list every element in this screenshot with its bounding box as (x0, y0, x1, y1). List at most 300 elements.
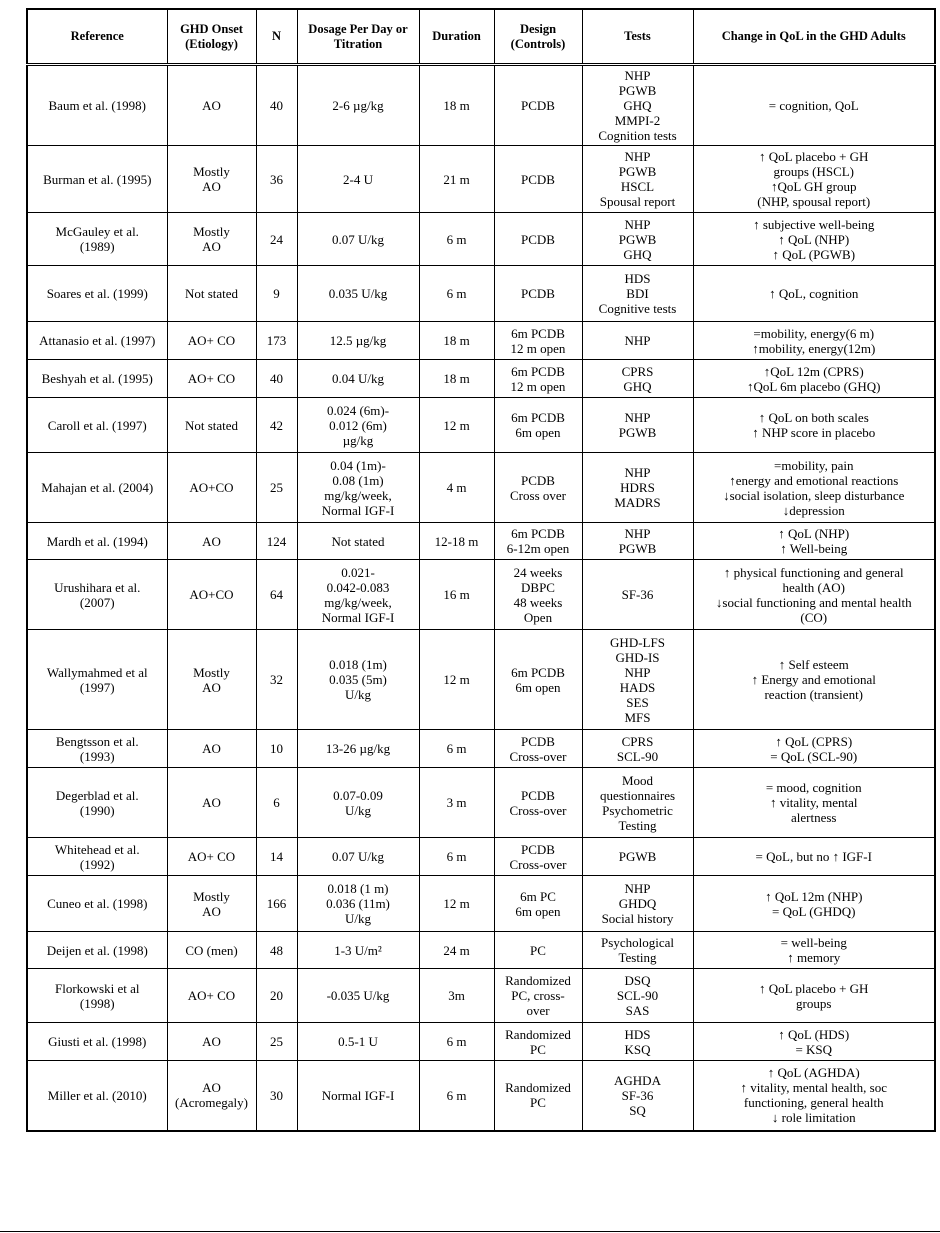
cell-design (494, 1061, 582, 1131)
cell-reference (27, 65, 167, 146)
cell-line: SES (626, 694, 649, 710)
table-header (27, 9, 935, 65)
cell-line: ↑QoL 6m placebo (GHQ) (747, 378, 881, 394)
cell-line: Mardh et al. (1994) (46, 533, 148, 549)
cell-line: Cuneo et al. (1998) (47, 896, 148, 911)
cell-design (494, 266, 582, 322)
cell-line: 0.07-0.09 (333, 787, 383, 803)
cell-line: = KSQ (795, 1041, 833, 1057)
cell-line: questionnaires (599, 787, 676, 803)
cell-line: PCDB (521, 472, 555, 488)
cell-line: 6m PCDB (511, 325, 565, 341)
cell-line: ↑ physical functioning and general (723, 564, 904, 580)
cell-line: 40 (270, 98, 283, 113)
cell-design (494, 146, 582, 213)
cell-n (256, 398, 297, 453)
cell-tests (582, 146, 693, 213)
cell-dosage (297, 453, 419, 523)
cell-design (494, 876, 582, 932)
cell-line: 0.042-0.083 (326, 579, 390, 595)
cell-reference (27, 1023, 167, 1061)
cell-line: Cognitive tests (598, 301, 677, 316)
cell-onset (167, 876, 256, 932)
cell-line: AO (202, 679, 221, 695)
header-dosage (297, 9, 419, 65)
cell-design (494, 969, 582, 1023)
cell-line: (1993) (79, 748, 115, 764)
cell-line: 124 (266, 533, 287, 549)
cell-line: (1990) (79, 802, 115, 818)
cell-line: Not stated (331, 533, 385, 549)
header-line: Dosage Per Day or (308, 21, 408, 36)
cell-line: Mostly (193, 224, 230, 239)
cell-line: Wallymahmed et al (46, 664, 148, 680)
cell-reference (27, 453, 167, 523)
cell-line: Soares et al. (1999) (46, 286, 148, 301)
table-row (27, 838, 935, 876)
cell-qol-change (693, 630, 935, 730)
cell-line: AGHDA (614, 1072, 661, 1088)
cell-onset (167, 1061, 256, 1131)
cell-reference (27, 213, 167, 266)
cell-line: U/kg (345, 911, 371, 926)
cell-line: SF-36 (621, 1087, 654, 1103)
cell-line: 12 m open (510, 378, 566, 394)
cell-line: 166 (266, 896, 287, 911)
cell-line: 21 m (443, 171, 470, 187)
cell-dosage (297, 730, 419, 768)
table-row (27, 969, 935, 1023)
cell-qol-change (693, 730, 935, 768)
cell-reference (27, 876, 167, 932)
cell-line: GHDQ (618, 896, 657, 911)
cell-line: 0.012 (6m) (329, 417, 387, 433)
table-row (27, 1061, 935, 1131)
header-onset (167, 9, 256, 65)
cell-line: Cognition tests (598, 128, 677, 143)
table-row (27, 932, 935, 969)
cell-line: CO (men) (185, 942, 238, 958)
cell-line: PC (530, 1041, 546, 1057)
cell-duration (419, 213, 494, 266)
cell-duration (419, 932, 494, 969)
cell-line: PCDB (521, 841, 555, 857)
cell-dosage (297, 560, 419, 630)
cell-line: ↑QoL 12m (CPRS) (763, 363, 864, 379)
cell-line: SQ (629, 1102, 646, 1118)
cell-line: 0.04 (1m)- (330, 457, 386, 473)
cell-line: AO+ CO (187, 988, 236, 1003)
cell-n (256, 65, 297, 146)
cell-line: Testing (618, 817, 657, 833)
table-row (27, 266, 935, 322)
cell-line: ↑energy and emotional reactions (729, 472, 899, 488)
cell-line: µg/kg (342, 432, 374, 448)
cell-line: PC (530, 942, 546, 958)
cell-line: = mood, cognition (765, 780, 862, 795)
cell-line: SCL-90 (616, 748, 659, 764)
table-row (27, 1023, 935, 1061)
header-line: Design (519, 21, 557, 36)
cell-line: AO (202, 533, 221, 549)
cell-line: PGWB (618, 83, 657, 98)
cell-tests (582, 768, 693, 838)
cell-line: groups (796, 995, 832, 1011)
cell-line: PGWB (618, 541, 657, 556)
cell-line: Deijen et al. (1998) (46, 942, 148, 958)
cell-tests (582, 523, 693, 560)
cell-n (256, 523, 297, 560)
cell-line: ↓ role limitation (771, 1110, 856, 1126)
cell-line: MADRS (614, 495, 661, 510)
cell-line: 0.04 U/kg (332, 371, 384, 386)
cell-line: GHQ (623, 378, 652, 394)
cell-line: NHP (624, 149, 651, 164)
cell-line: Mostly (193, 164, 230, 179)
cell-line: 13-26 µg/kg (325, 741, 391, 756)
cell-duration (419, 398, 494, 453)
cell-line: AO (202, 903, 221, 919)
cell-line: AO+ CO (187, 849, 236, 864)
cell-duration (419, 768, 494, 838)
cell-line: AO (202, 98, 221, 113)
cell-line: groups (HSCL) (773, 164, 855, 179)
cell-line: SAS (625, 1003, 650, 1018)
cell-line: over (526, 1003, 550, 1018)
cell-line: 36 (270, 171, 283, 187)
cell-line: PGWB (618, 849, 657, 864)
cell-tests (582, 322, 693, 360)
cell-duration (419, 630, 494, 730)
cell-reference (27, 730, 167, 768)
cell-tests (582, 453, 693, 523)
cell-line: 6m open (515, 425, 561, 440)
cell-reference (27, 360, 167, 398)
cell-line: KSQ (624, 1041, 651, 1057)
cell-line: GHD-LFS (610, 634, 665, 650)
cell-duration (419, 1061, 494, 1131)
cell-onset (167, 398, 256, 453)
cell-line: ↑ QoL (NHP) (778, 526, 850, 541)
cell-line: (1998) (79, 995, 115, 1011)
cell-line: 0.5-1 U (338, 1034, 378, 1049)
cell-line: DSQ (624, 973, 651, 988)
cell-reference (27, 523, 167, 560)
cell-line: (Acromegaly) (175, 1095, 248, 1111)
cell-line: ↑ vitality, mental (769, 795, 858, 810)
cell-line: NHP (624, 216, 651, 232)
cell-line: 12-18 m (434, 533, 479, 549)
cell-dosage (297, 1023, 419, 1061)
cell-line: PCDB (521, 98, 555, 113)
cell-line: Urushihara et al. (54, 579, 141, 595)
cell-qol-change (693, 65, 935, 146)
cell-tests (582, 876, 693, 932)
cell-line: 6 m (446, 286, 467, 301)
cell-onset (167, 65, 256, 146)
cell-line: 12 m (443, 896, 470, 911)
cell-line: 6m open (515, 903, 561, 919)
cell-line: health (AO) (782, 579, 845, 595)
cell-line: Cross-over (509, 748, 567, 764)
cell-line: HDS (624, 1026, 651, 1042)
cell-onset (167, 838, 256, 876)
cell-line: 1-3 U/m² (334, 942, 382, 958)
table-row (27, 398, 935, 453)
cell-line: 14 (270, 849, 283, 864)
cell-reference (27, 398, 167, 453)
cell-qol-change (693, 1061, 935, 1131)
cell-line: NHP (624, 664, 651, 680)
cell-n (256, 453, 297, 523)
cell-line: 30 (270, 1087, 283, 1103)
cell-line: AO+CO (189, 587, 234, 602)
cell-n (256, 876, 297, 932)
cell-line: SF-36 (621, 587, 654, 602)
cell-reference (27, 1061, 167, 1131)
cell-line: 6m PCDB (511, 526, 565, 541)
header-line: GHD Onset (180, 21, 243, 36)
cell-line: U/kg (345, 802, 371, 818)
cell-line: 0.035 (5m) (329, 672, 387, 687)
cell-line: 6m PCDB (511, 664, 565, 680)
header-design (494, 9, 582, 65)
cell-qol-change (693, 322, 935, 360)
cell-duration (419, 360, 494, 398)
cell-line: alertness (791, 810, 837, 825)
cell-line: 6m PCDB (511, 410, 565, 425)
table-row (27, 876, 935, 932)
cell-line: 6 m (446, 849, 467, 864)
cell-line: ↑ QoL (AGHDA) (767, 1065, 860, 1081)
cell-line: (1992) (79, 856, 115, 872)
cell-duration (419, 876, 494, 932)
cell-line: AO (202, 795, 221, 810)
cell-line: GHQ (623, 246, 652, 262)
table-body (27, 65, 935, 1131)
cell-line: ↑ Self esteem (778, 657, 849, 672)
cell-line: DBPC (521, 579, 555, 595)
header-duration (419, 9, 494, 65)
cell-line: 0.07 U/kg (332, 231, 384, 247)
cell-line: 4 m (446, 480, 467, 495)
cell-onset (167, 768, 256, 838)
cell-duration (419, 453, 494, 523)
cell-line: 3 m (446, 795, 467, 810)
qol-studies-table (26, 8, 936, 1132)
cell-n (256, 360, 297, 398)
cell-line: Degerblad et al. (55, 787, 139, 803)
table-row (27, 65, 935, 146)
cell-line: Caroll et al. (1997) (47, 417, 147, 433)
cell-duration (419, 838, 494, 876)
cell-n (256, 969, 297, 1023)
cell-line: MMPI-2 (614, 113, 661, 128)
cell-reference (27, 322, 167, 360)
cell-reference (27, 266, 167, 322)
table-row (27, 322, 935, 360)
cell-line: PCDB (521, 286, 555, 301)
cell-line: ↑ memory (787, 950, 841, 965)
cell-line: ↑ subjective well-being (753, 216, 875, 232)
header-row (27, 9, 935, 65)
cell-line: Whitehead et al. (54, 841, 140, 857)
cell-n (256, 560, 297, 630)
cell-line: 6m PC (520, 888, 556, 904)
table-row (27, 213, 935, 266)
cell-line: 0.024 (6m)- (326, 402, 390, 418)
cell-line: PC (530, 1095, 546, 1111)
cell-n (256, 932, 297, 969)
cell-line: 12 m (443, 417, 470, 433)
cell-duration (419, 1023, 494, 1061)
cell-tests (582, 398, 693, 453)
cell-line: SCL-90 (616, 988, 659, 1003)
cell-line: =mobility, pain (774, 457, 854, 473)
cell-design (494, 398, 582, 453)
cell-line: PGWB (618, 164, 657, 179)
cell-line: Randomized (505, 1080, 571, 1096)
cell-qol-change (693, 266, 935, 322)
cell-line: 12 m (443, 672, 470, 687)
cell-line: (CO) (800, 609, 828, 625)
cell-line: functioning, general health (743, 1095, 884, 1111)
cell-line: Mahajan et al. (2004) (41, 480, 154, 495)
cell-reference (27, 768, 167, 838)
cell-n (256, 213, 297, 266)
cell-line: Testing (618, 950, 657, 965)
cell-line: HSCL (620, 179, 655, 194)
cell-line: = cognition, QoL (768, 98, 859, 113)
cell-line: Florkowski et al (55, 980, 140, 996)
cell-line: 48 (270, 942, 283, 958)
cell-qol-change (693, 969, 935, 1023)
table-row (27, 730, 935, 768)
cell-line: 40 (270, 371, 283, 386)
cell-design (494, 560, 582, 630)
cell-line: NHP (624, 68, 651, 83)
cell-design (494, 65, 582, 146)
cell-n (256, 768, 297, 838)
cell-duration (419, 146, 494, 213)
cell-line: ↑ QoL on both scales (758, 410, 869, 425)
cell-line: 3m (448, 988, 465, 1003)
cell-tests (582, 838, 693, 876)
cell-reference (27, 932, 167, 969)
cell-line: U/kg (345, 687, 371, 702)
cell-n (256, 1061, 297, 1131)
header-line: (Etiology) (185, 36, 238, 51)
cell-line: Bengtsson et al. (55, 733, 139, 749)
header-reference (27, 9, 167, 65)
cell-line: Mood (621, 772, 654, 788)
cell-duration (419, 730, 494, 768)
cell-design (494, 322, 582, 360)
cell-line: 25 (270, 1034, 283, 1049)
cell-line: (1989) (79, 239, 115, 254)
cell-onset (167, 523, 256, 560)
cell-qol-change (693, 360, 935, 398)
cell-line: ↑ QoL (CPRS) (775, 733, 853, 749)
cell-line: 0.035 U/kg (328, 286, 388, 301)
cell-onset (167, 322, 256, 360)
cell-line: AO (202, 1080, 221, 1096)
cell-line: ↑ QoL placebo + GH (759, 149, 869, 164)
cell-line: 10 (270, 741, 283, 756)
cell-line: 12.5 µg/kg (329, 333, 387, 348)
cell-line: ↑ QoL placebo + GH (759, 980, 869, 996)
cell-line: NHP (624, 410, 651, 425)
cell-tests (582, 630, 693, 730)
cell-line: 0.07 U/kg (332, 849, 384, 864)
cell-line: 6 m (446, 741, 467, 756)
cell-line: mg/kg/week, (324, 487, 392, 503)
cell-line: ↓social functioning and mental health (715, 594, 912, 610)
cell-line: (1997) (79, 679, 115, 695)
cell-dosage (297, 146, 419, 213)
cell-tests (582, 1023, 693, 1061)
cell-line: reaction (transient) (764, 687, 864, 702)
cell-line: = QoL (SCL-90) (770, 748, 858, 764)
cell-design (494, 360, 582, 398)
cell-line: AO+CO (189, 480, 234, 495)
cell-line: Cross over (510, 487, 566, 503)
cell-line: PCDB (521, 733, 555, 749)
cell-tests (582, 266, 693, 322)
cell-line: HDS (624, 271, 651, 286)
header-tests (582, 9, 693, 65)
cell-line: Normal IGF-I (321, 609, 395, 625)
cell-n (256, 1023, 297, 1061)
cell-qol-change (693, 523, 935, 560)
cell-tests (582, 1061, 693, 1131)
cell-dosage (297, 768, 419, 838)
cell-line: Open (523, 609, 553, 625)
cell-line: Beshyah et al. (1995) (41, 371, 153, 386)
cell-design (494, 932, 582, 969)
cell-line: Psychological (601, 935, 674, 950)
cell-line: 64 (270, 587, 283, 602)
cell-line: ↑ vitality, mental health, soc (740, 1080, 887, 1096)
cell-line: 2-6 µg/kg (332, 98, 384, 113)
cell-line: BDI (626, 286, 649, 301)
cell-line: ↑ NHP score in placebo (752, 425, 876, 440)
cell-line: ↓depression (782, 502, 845, 518)
cell-line: 48 weeks (513, 594, 563, 610)
cell-onset (167, 560, 256, 630)
cell-design (494, 523, 582, 560)
cell-n (256, 322, 297, 360)
cell-line: ↑ QoL (PGWB) (772, 246, 856, 262)
cell-n (256, 838, 297, 876)
cell-line: 20 (270, 988, 283, 1003)
cell-dosage (297, 876, 419, 932)
cell-line: Not stated (184, 286, 239, 301)
header-qol-change (693, 9, 935, 65)
cell-qol-change (693, 1023, 935, 1061)
cell-line: 16 m (443, 587, 470, 602)
cell-line: 0.018 (1 m) (327, 881, 389, 896)
cell-line: (NHP, spousal report) (757, 194, 871, 209)
cell-line: ↑ QoL (NHP) (778, 231, 850, 247)
cell-dosage (297, 630, 419, 730)
cell-dosage (297, 266, 419, 322)
table-row (27, 560, 935, 630)
cell-onset (167, 360, 256, 398)
cell-line: Baum et al. (1998) (48, 98, 146, 113)
cell-qol-change (693, 453, 935, 523)
cell-duration (419, 322, 494, 360)
